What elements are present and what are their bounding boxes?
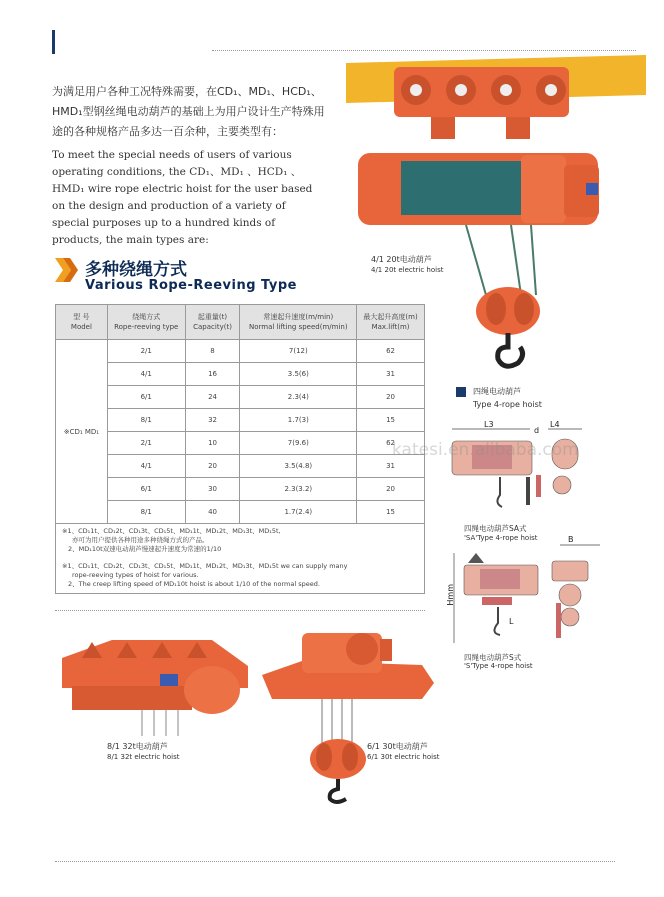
- header-speed: 常速起升速度(m/min) Normal lifting speed(m/min): [240, 305, 357, 340]
- cell-capacity: 40: [185, 501, 240, 524]
- table-row: [56, 478, 425, 501]
- caption-bottom-mid-cn: 6/1 30t电动葫芦: [367, 742, 428, 751]
- model-cell: ※CD₁ MD₁: [56, 340, 108, 524]
- note-en-1: ※1、CD₁1t、CD₁2t、CD₁3t、CD₁5t、MD₁1t、MD₁2t、MD₁3t、MD₁5t we can supply many: [62, 562, 348, 570]
- hoist-8-1-32t-image: [62, 628, 252, 738]
- dim-b: B: [568, 535, 574, 544]
- cell-reeving: 2/1: [107, 340, 185, 363]
- cell-speed: 7(9.6): [240, 432, 357, 455]
- cell-speed: 3.5(4.8): [240, 455, 357, 478]
- dim-l: L: [509, 617, 514, 626]
- cell-maxlift: 31: [357, 455, 425, 478]
- cell-speed: 1.7(3): [240, 409, 357, 432]
- diagram-title-marker: [456, 387, 466, 397]
- header-maxlift: 最大起升高度(m) Max.lift(m): [357, 305, 425, 340]
- hoist-4-1-20t-image: [346, 55, 646, 375]
- section-title-cn: 多种绕绳方式: [85, 260, 187, 280]
- header-model: 型 号 Model: [56, 305, 108, 340]
- cell-capacity: 8: [185, 340, 240, 363]
- cell-capacity: 20: [185, 455, 240, 478]
- dim-d: d: [534, 426, 540, 435]
- note-cn-2: 亦可为用户提供各种用途多种绕绳方式的产品。: [72, 536, 209, 544]
- caption-bottom-left-cn: 8/1 32t电动葫芦: [107, 742, 168, 751]
- section-title-en: Various Rope-Reeving Type: [85, 278, 297, 293]
- cell-maxlift: 20: [357, 478, 425, 501]
- sa-caption-cn: 四绳电动葫芦SA式: [464, 524, 527, 533]
- table-notes-row: [56, 524, 425, 594]
- footer-divider: [55, 861, 615, 862]
- header-divider: [212, 50, 636, 51]
- cell-speed: 2.3(3.2): [240, 478, 357, 501]
- cell-speed: 1.7(2.4): [240, 501, 357, 524]
- sa-type-diagram: [442, 417, 592, 521]
- table-row: [56, 386, 425, 409]
- table-row: [56, 432, 425, 455]
- cell-reeving: 8/1: [107, 501, 185, 524]
- intro-chinese: 为满足用户各种工况特殊需要，在CD₁、MD₁、HCD₁、HMD₁型钢丝绳电动葫芦的基础上为用户设计生产特殊用途的各种规格产品多达一百余种，主要类型有：: [52, 85, 325, 138]
- note-en-3: 2、The creep lifting speed of MD₁10t hoist is about 1/10 of the normal speed.: [68, 580, 320, 588]
- s-type-diagram: [440, 543, 610, 653]
- cell-capacity: 30: [185, 478, 240, 501]
- cell-reeving: 6/1: [107, 386, 185, 409]
- dim-l4: L4: [550, 420, 560, 429]
- cell-speed: 2.3(4): [240, 386, 357, 409]
- table-row: [56, 501, 425, 524]
- cell-reeving: 2/1: [107, 432, 185, 455]
- note-cn-1: ※1、CD₁1t、CD₁2t、CD₁3t、CD₁5t、MD₁1t、MD₁2t、MD₁3t、MD₁5t,: [62, 527, 281, 535]
- cell-speed: 7(12): [240, 340, 357, 363]
- dim-hmm: Hmm: [446, 584, 455, 606]
- caption-bottom-mid-en: 6/1 30t electric hoist: [367, 753, 440, 761]
- mid-divider: [55, 610, 425, 611]
- s-caption-en: 'S'Type 4-rope hoist: [464, 662, 533, 670]
- cell-reeving: 4/1: [107, 455, 185, 478]
- cell-capacity: 32: [185, 409, 240, 432]
- cell-maxlift: 62: [357, 340, 425, 363]
- caption-top-right-cn: 4/1 20t电动葫芦: [371, 255, 432, 264]
- header-accent-bar: [52, 30, 55, 54]
- cell-maxlift: 20: [357, 386, 425, 409]
- cell-capacity: 16: [185, 363, 240, 386]
- cell-maxlift: 31: [357, 363, 425, 386]
- note-en-2: rope-reeving types of hoist for various.: [72, 571, 199, 579]
- cell-maxlift: 62: [357, 432, 425, 455]
- hoist-6-1-30t-image: [262, 625, 442, 805]
- diagram-title-cn: 四绳电动葫芦: [473, 387, 521, 396]
- watermark: katesi.en.alibaba.com: [392, 440, 579, 460]
- cell-capacity: 24: [185, 386, 240, 409]
- double-chevron-icon: [53, 256, 79, 284]
- cell-maxlift: 15: [357, 501, 425, 524]
- sa-caption-en: 'SA'Type 4-rope hoist: [464, 534, 538, 542]
- table-row: [56, 409, 425, 432]
- header-reeving: 绕绳方式 Rope-reeving type: [107, 305, 185, 340]
- intro-english: To meet the special needs of users of various operating conditions, the CD₁、MD₁ 、HCD₁ 、HMD₁ wire rope electric hoist for the user based on the design and production of a variety of special purposes up to a hundred kinds of products, the main types are:: [52, 149, 313, 246]
- s-caption-cn: 四绳电动葫芦S式: [464, 653, 522, 662]
- cell-maxlift: 15: [357, 409, 425, 432]
- cell-reeving: 6/1: [107, 478, 185, 501]
- table-row: [56, 455, 425, 478]
- dim-l3: L3: [484, 420, 494, 429]
- cell-capacity: 10: [185, 432, 240, 455]
- caption-top-right-en: 4/1 20t electric hoist: [371, 266, 444, 274]
- header-capacity: 起重量(t) Capacity(t): [185, 305, 240, 340]
- caption-bottom-left-en: 8/1 32t electric hoist: [107, 753, 180, 761]
- cell-speed: 3.5(6): [240, 363, 357, 386]
- cell-reeving: 4/1: [107, 363, 185, 386]
- diagram-title-en: Type 4-rope hoist: [473, 400, 542, 409]
- cell-reeving: 8/1: [107, 409, 185, 432]
- table-notes: [56, 524, 425, 594]
- note-cn-3: 2、MD₁10t双速电动葫芦慢速起升速度为常速的1/10: [68, 545, 222, 553]
